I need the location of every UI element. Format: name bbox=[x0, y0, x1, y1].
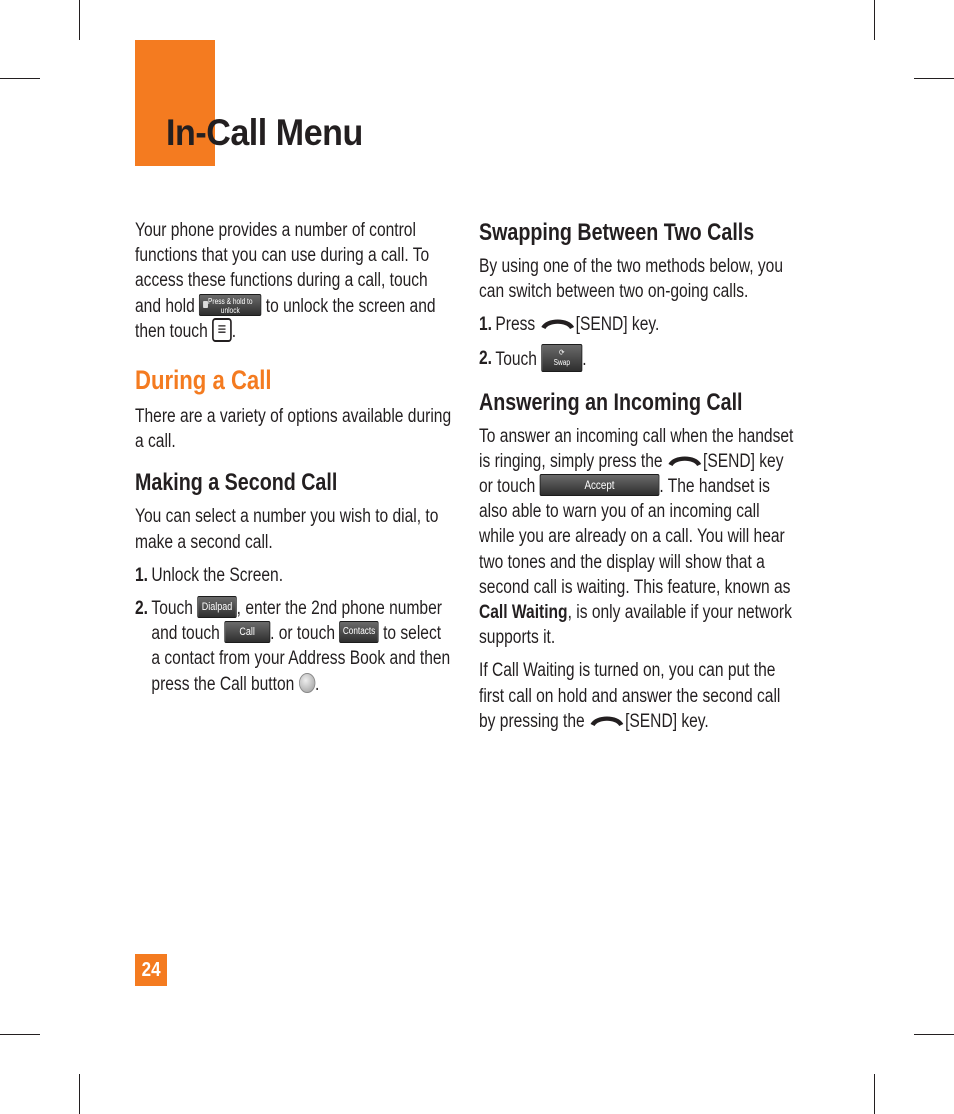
left-column-content bbox=[135, 218, 453, 697]
crop-mark bbox=[874, 0, 875, 40]
incoming-paragraph-2: If Call Waiting is turned on, you can put the first call on hold and answer the second call by pressing the [SEND] key. bbox=[479, 660, 781, 732]
subheading-second-call: Making a Second Call bbox=[135, 469, 338, 497]
page-number: 24 bbox=[135, 954, 167, 986]
swapping-text: By using one of the two methods below, you can switch between two on-going calls. bbox=[479, 256, 784, 303]
crop-mark bbox=[79, 1074, 80, 1114]
crop-mark bbox=[0, 1034, 40, 1035]
during-call-text: There are a variety of options available during a call. bbox=[135, 406, 452, 453]
subheading-swapping: Swapping Between Two Calls bbox=[479, 219, 755, 246]
right-column-content bbox=[479, 218, 797, 734]
call-waiting-term: Call Waiting bbox=[479, 602, 568, 624]
second-call-text: You can select a number you wish to dial, to make a second call. bbox=[135, 506, 439, 553]
page-title: In-Call Menu bbox=[166, 112, 363, 153]
crop-mark bbox=[914, 78, 954, 79]
crop-mark bbox=[0, 78, 40, 79]
second-call-step-2: 2. Touch Dialpad , enter the 2nd phone number and touch Call . or touch Contacts to select a contact from your Address Book and then press the Call button . bbox=[135, 596, 453, 697]
subheading-incoming-call: Answering an Incoming Call bbox=[479, 388, 743, 416]
menu-key-icon: ≡ bbox=[212, 318, 232, 342]
incoming-paragraph-1: To answer an incoming call when the handset is ringing, simply press the [SEND] key or touch Accept . The handset is also able to warn you of an incoming call while you are already on a call. You will hear two tones and the display will show that a second call is waiting. This feature, known as Call Waiting, is only available if your network supports it. bbox=[479, 425, 794, 649]
right-column bbox=[479, 218, 797, 742]
call-button-image: Call bbox=[224, 621, 270, 643]
crop-mark bbox=[914, 1034, 954, 1035]
send-key-icon bbox=[667, 453, 703, 467]
swapping-step-1: 1. Press [SEND] key. bbox=[479, 314, 660, 336]
lock-icon bbox=[203, 301, 208, 308]
call-button-icon bbox=[299, 673, 315, 693]
intro-paragraph: Your phone provides a number of control functions that you can use during a call. To access these functions during a call, touch and hold Press & hold to unlock to unlock the screen and then touch ≡ . bbox=[135, 220, 436, 342]
swapping-step-2: 2. Touch ⟳ Swap . bbox=[479, 346, 797, 374]
send-key-icon bbox=[540, 316, 576, 330]
send-key-icon bbox=[589, 713, 625, 727]
section-heading-during-call: During a Call bbox=[135, 365, 272, 396]
crop-mark bbox=[79, 0, 80, 40]
contacts-button-image: Contacts bbox=[339, 621, 378, 643]
swap-button-image: ⟳ Swap bbox=[541, 344, 582, 372]
swap-icon: ⟳ bbox=[559, 347, 565, 357]
second-call-step-1: 1. Unlock the Screen. bbox=[135, 564, 284, 586]
unlock-button-image: Press & hold to unlock bbox=[199, 294, 261, 316]
dialpad-button-image: Dialpad bbox=[197, 596, 236, 618]
crop-mark bbox=[874, 1074, 875, 1114]
accept-button-image: Accept bbox=[540, 474, 660, 496]
left-column bbox=[135, 218, 453, 705]
